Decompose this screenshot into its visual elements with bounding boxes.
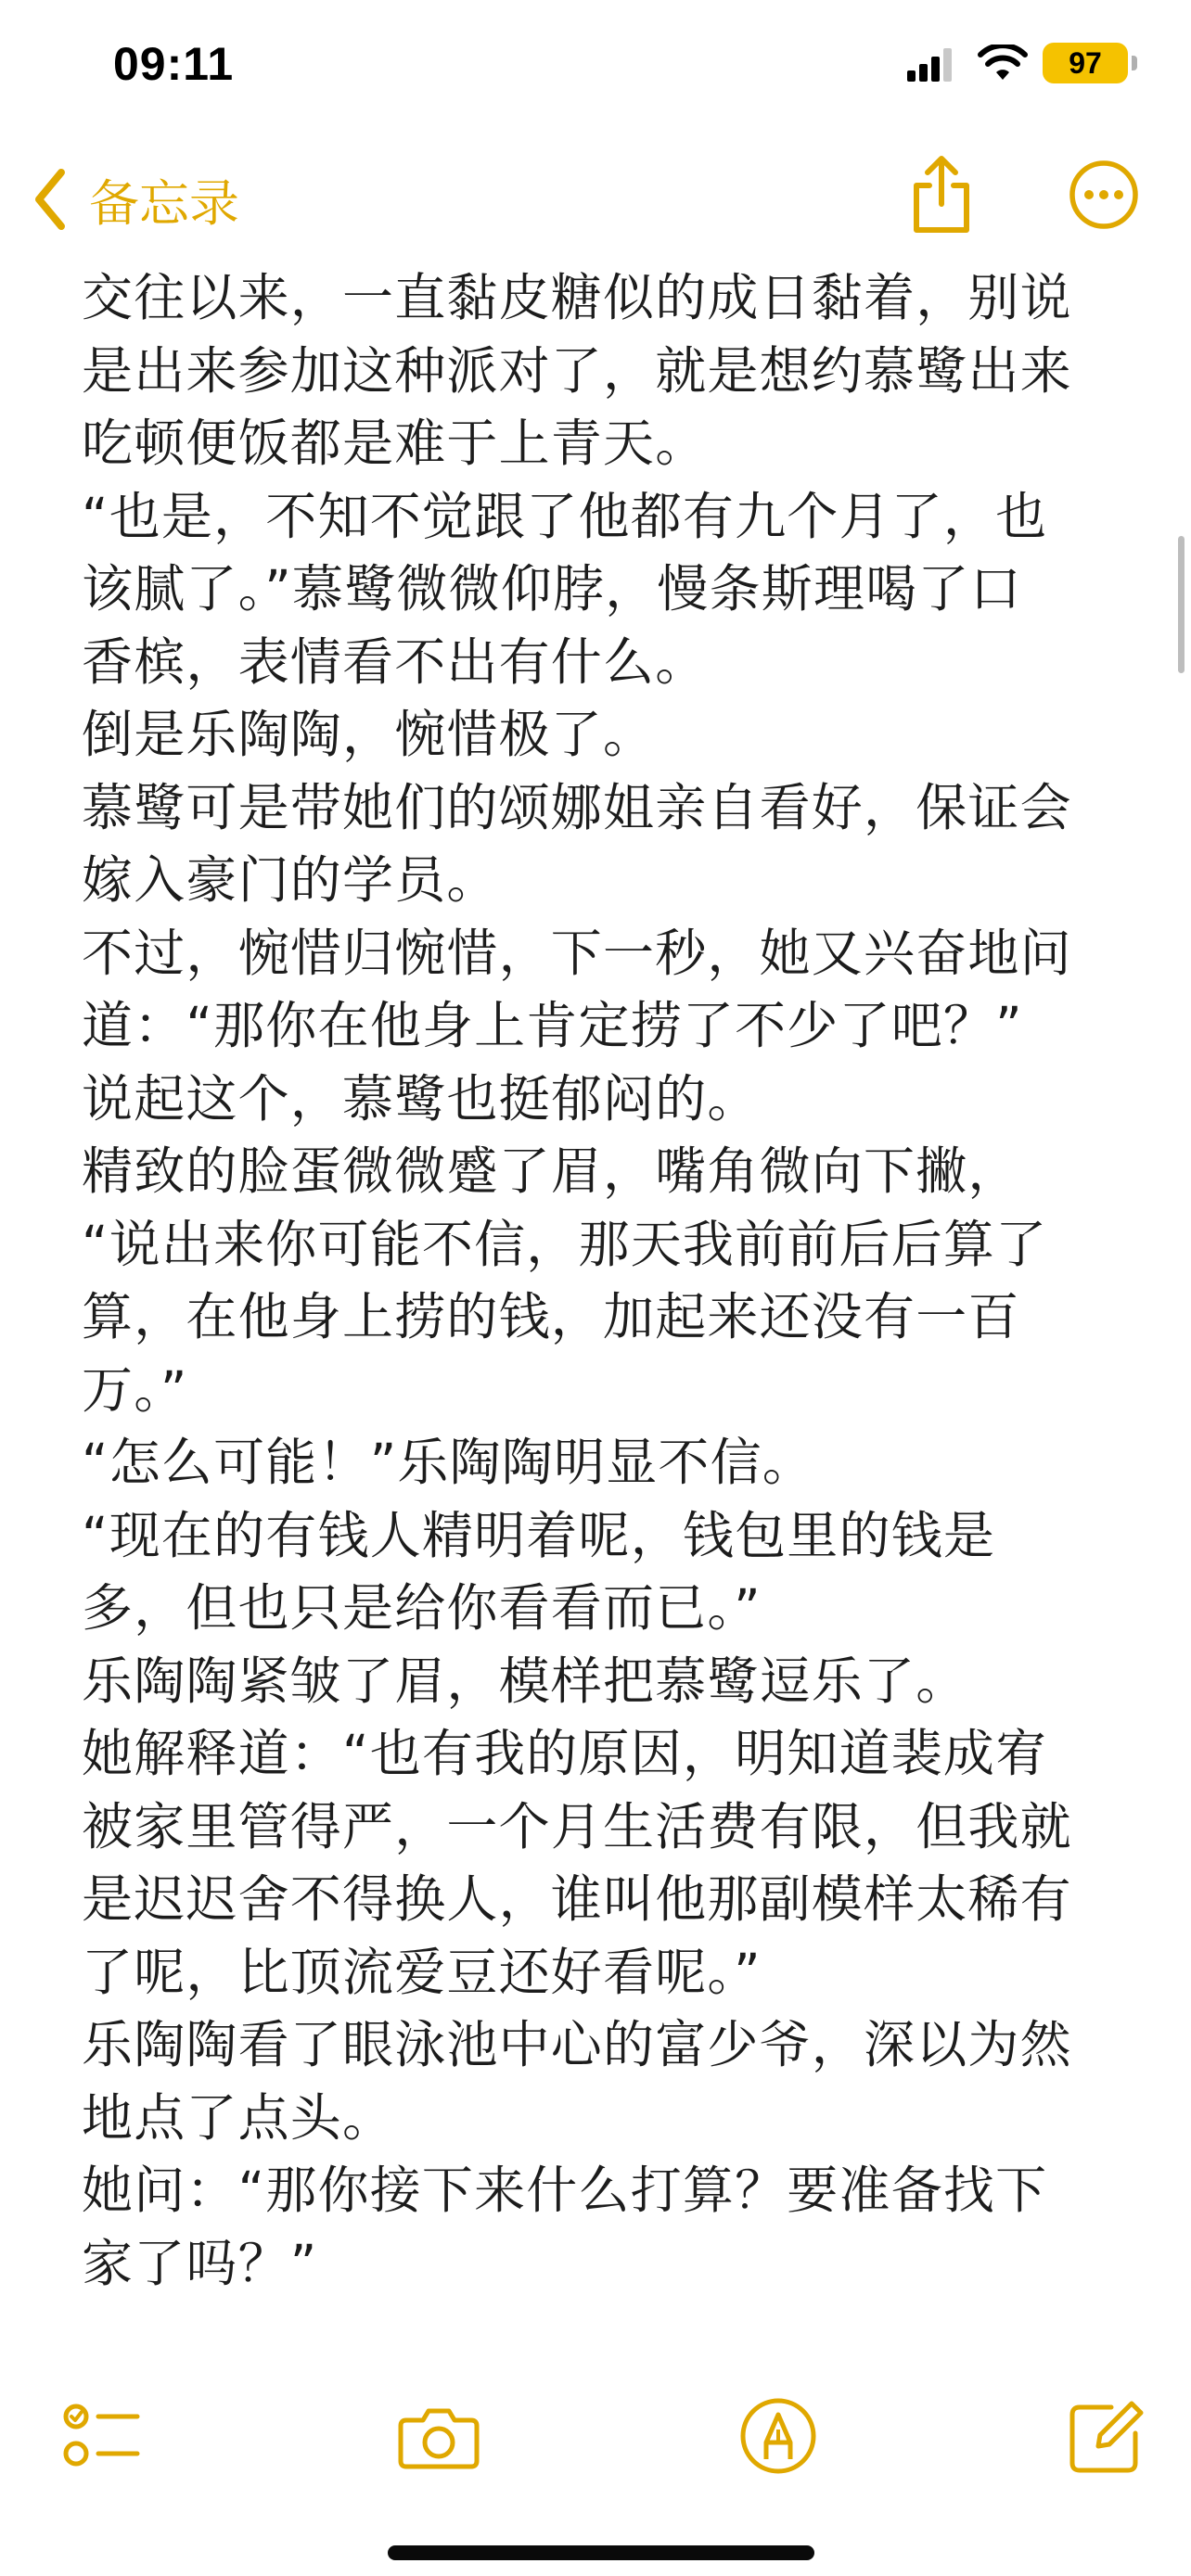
note-line: 说起这个，慕鹭也挺郁闷的。 [82, 1068, 760, 1129]
note-line: 该腻了。”慕鹭微微仰脖，慢条斯理喝了口 [82, 559, 1022, 618]
back-label: 备忘录 [89, 173, 239, 233]
note-line: 她解释道：“也有我的原因，明知道裴成宥 [82, 1724, 1048, 1783]
note-line: 嫁入豪门的学员。 [82, 850, 499, 910]
note-line: 倒是乐陶陶，惋惜极了。 [82, 705, 656, 764]
nav-bar [0, 139, 1191, 260]
status-time: 09:11 [113, 38, 235, 90]
battery-level: 97 [1069, 45, 1102, 80]
note-line: 交往以来，一直黏皮糖似的成日黏着，别说 [82, 268, 1072, 327]
status-bar [0, 0, 1191, 139]
home-indicator[interactable] [388, 2545, 814, 2560]
note-line: 算，在他身上捞的钱，加起来还没有一百 [82, 1287, 1020, 1346]
camera-icon[interactable] [397, 2394, 480, 2478]
note-line: 是迟迟舍不得换人，谁叫他那副模样太稀有 [82, 1869, 1072, 1929]
note-line: “现在的有钱人精明着呢，钱包里的钱是 [82, 1505, 996, 1565]
battery-icon [1043, 43, 1128, 83]
note-line: “怎么可能！”乐陶陶明显不信。 [82, 1433, 814, 1492]
note-line: 多，但也只是给你看看而已。” [82, 1578, 762, 1638]
note-line: 精致的脸蛋微微蹙了眉，嘴角微向下撇， [82, 1141, 1020, 1201]
note-line: 是出来参加这种派对了，就是想约慕鹭出来 [82, 340, 1072, 401]
note-line: “也是，不知不觉跟了他都有九个月了，也 [82, 486, 1048, 546]
checklist-icon[interactable] [59, 2394, 143, 2478]
note-line: 万。” [82, 1359, 188, 1420]
note-line: 了呢，比顶流爱豆还好看呢。” [82, 1942, 762, 2002]
note-line: 吃顿便饭都是难于上青天。 [82, 414, 708, 473]
battery-tip [1132, 56, 1137, 70]
wifi-icon [978, 45, 1028, 82]
note-line: 被家里管得严，一个月生活费有限，但我就 [82, 1796, 1072, 1856]
note-line: 家了吗？” [82, 2233, 318, 2293]
note-line: 乐陶陶看了眼泳池中心的富少爷，深以为然 [82, 2015, 1072, 2074]
note-body[interactable] [82, 261, 1130, 2366]
note-line: “说出来你可能不信，那天我前前后后算了 [82, 1214, 1048, 1274]
markup-pen-icon[interactable] [736, 2394, 820, 2478]
note-line: 不过，惋惜归惋惜，下一秒，她又兴奋地问 [82, 923, 1072, 983]
compose-icon[interactable] [1065, 2394, 1148, 2478]
chevron-left-icon [32, 167, 69, 232]
ellipsis-circle-icon[interactable] [1069, 159, 1139, 230]
back-button[interactable] [32, 158, 239, 241]
note-line: 乐陶陶紧皱了眉，模样把慕鹭逗乐了。 [82, 1651, 968, 1711]
note-line: 香槟，表情看不出有什么。 [82, 631, 708, 692]
note-line: 她问：“那你接下来什么打算？要准备找下 [82, 2161, 1048, 2220]
scrollbar[interactable] [1178, 536, 1185, 673]
note-line: 道：“那你在他身上肯定捞了不少了吧？” [82, 996, 1023, 1055]
note-line: 地点了点头。 [82, 2087, 395, 2148]
note-line: 慕鹭可是带她们的颂娜姐亲自看好，保证会 [82, 777, 1072, 837]
cellular-signal-icon [907, 48, 954, 82]
share-icon[interactable] [909, 152, 974, 236]
